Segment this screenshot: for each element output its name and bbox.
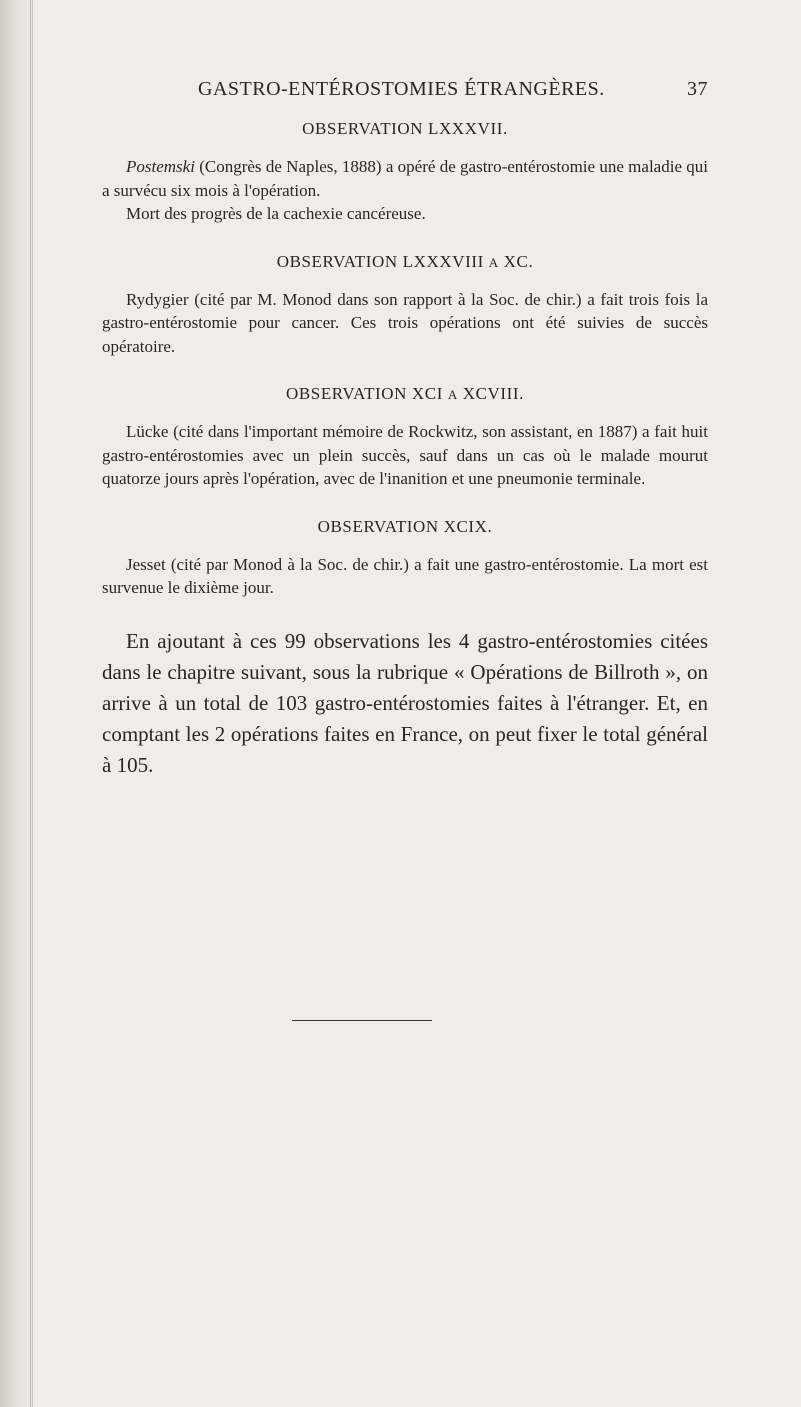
page-number: 37	[687, 78, 708, 100]
heading-main: OBSERVATION LXXXVIII	[276, 251, 489, 271]
observation-heading	[102, 252, 708, 272]
observation-paragraph	[102, 155, 708, 202]
observation-lxxxvii	[102, 119, 708, 226]
observation-heading: OBSERVATION XCIX.	[317, 516, 493, 536]
observation-xci-xcviii	[102, 384, 708, 491]
observation-paragraph: Rydygier (cité par M. Monod dans son rapport à la Soc. de chir.) a fait trois fois la gastro-entérostomie pour cancer. Ces trois opérations ont été suivies de succès opératoire.	[102, 289, 708, 356]
observation-paragraph: Lücke (cité dans l'important mémoire de Rockwitz, son assistant, en 1887) a fait huit gastro-entérostomies avec un plein succès, sauf dans un cas où le malade mourut quatorze jours après l'opération, avec de l'inanition et une pneumonie terminale.	[102, 422, 708, 488]
author-name: Postemski	[126, 157, 195, 176]
heading-end: XCVIII.	[457, 384, 525, 403]
page-content	[102, 78, 708, 781]
conclusion-paragraph: En ajoutant à ces 99 observations les 4 gastro-entérostomies citées dans le chapitre suivant, sous la rubrique « Opérations de Billroth », on arrive à un total de 103 gastro-entérostomies faites à l'étranger. Et, en comptant les 2 opérations faites en France, on peut fixer le total général à 105.	[102, 628, 708, 777]
end-rule	[292, 1020, 432, 1021]
observation-paragraph: Jesset (cité par Monod à la Soc. de chir.) a fait une gastro-entérostomie. La mort est survenue le dixième jour.	[102, 554, 708, 597]
heading-small-caps: A	[488, 254, 499, 270]
running-title: GASTRO-ENTÉROSTOMIES ÉTRANGÈRES.	[198, 78, 605, 100]
heading-small-caps: A	[447, 387, 458, 402]
running-header	[102, 78, 708, 101]
paragraph-text: (Congrès de Naples, 1888) a opéré de gastro-entérostomie une maladie qui a survécu six mois à l'opération.	[102, 157, 708, 200]
gutter-line	[30, 0, 31, 1407]
book-spine-edge	[0, 0, 33, 1407]
heading-main: OBSERVATION XCI	[285, 384, 448, 403]
observation-lxxxviii-xc	[102, 252, 708, 359]
observation-heading: OBSERVATION LXXXVII.	[302, 119, 508, 138]
observation-heading	[102, 384, 708, 404]
observation-paragraph: Mort des progrès de la cachexie cancéreuse.	[126, 204, 426, 223]
observation-xcix	[102, 517, 708, 600]
heading-end: XC.	[498, 251, 534, 271]
